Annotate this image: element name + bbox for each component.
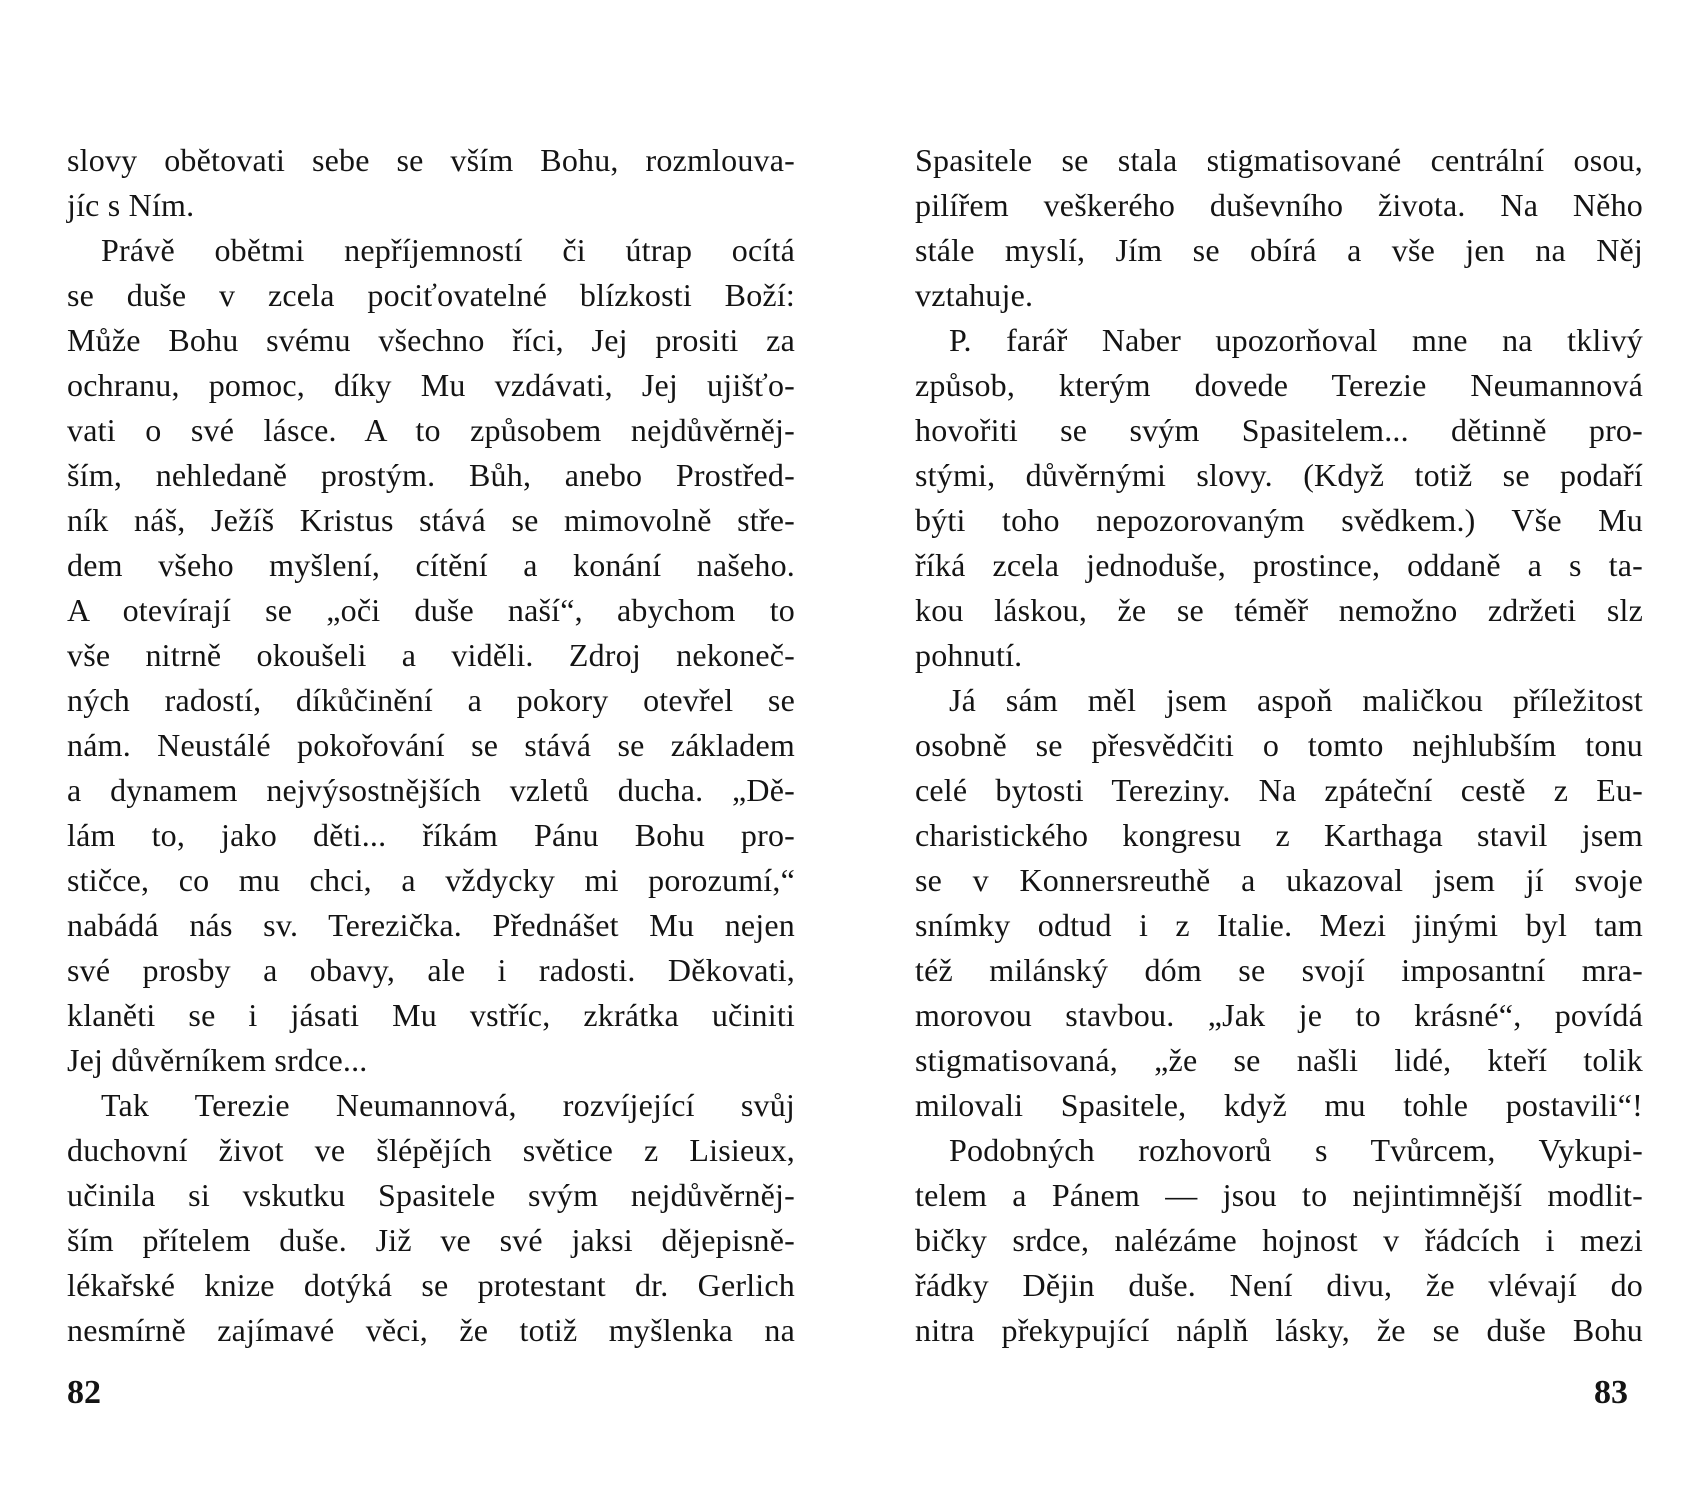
- text-line: snímky odtud i z Italie. Mezi jinými byl tam: [915, 907, 1643, 943]
- text-line: bičky srdce, nalézáme hojnost v řádcích i mezi: [915, 1222, 1643, 1258]
- text-line: říká zcela jednoduše, prostince, oddaně a s ta-: [915, 547, 1643, 583]
- text-line: se v Konnersreuthě a ukazoval jsem jí svoje: [915, 862, 1643, 898]
- text-line: duchovní život ve šlépějích světice z Lisieux,: [67, 1132, 795, 1168]
- text-line: své prosby a obavy, ale i radosti. Děkovati,: [67, 952, 795, 988]
- text-line: lékařské knize dotýká se protestant dr. Gerlich: [67, 1267, 795, 1303]
- text-line: nám. Neustálé pokořování se stává se základem: [67, 727, 795, 763]
- text-line: stále myslí, Jím se obírá a vše jen na Něj: [915, 232, 1643, 268]
- text-line: ných radostí, díkůčinění a pokory otevřel se: [67, 682, 795, 718]
- text-line: stigmatisovaná, „že se našli lidé, kteří tolik: [915, 1042, 1643, 1078]
- text-line: kou láskou, že se téměř nemožno zdržeti slz: [915, 592, 1643, 628]
- text-line: pilířem veškerého duševního života. Na Něho: [915, 187, 1643, 223]
- text-line: lám to, jako děti... říkám Pánu Bohu pro-: [67, 817, 795, 853]
- text-line: celé bytosti Tereziny. Na zpáteční cestě z Eu-: [915, 772, 1643, 808]
- text-line: ším přítelem duše. Již ve své jaksi dějepisně-: [67, 1222, 795, 1258]
- text-line: též milánský dóm se svojí imposantní mra-: [915, 952, 1643, 988]
- text-line: A otevírají se „oči duše naší“, abychom to: [67, 592, 795, 628]
- text-line: pohnutí.: [915, 637, 1023, 673]
- text-line: způsob, kterým dovede Terezie Neumannová: [915, 367, 1643, 403]
- text-line: jíc s Ním.: [67, 187, 195, 223]
- text-line: hovořiti se svým Spasitelem... dětinně pro-: [915, 412, 1643, 448]
- text-line: morovou stavbou. „Jak je to krásné“, povídá: [915, 997, 1643, 1033]
- text-line: milovali Spasitele, když mu tohle postavili“!: [915, 1087, 1643, 1123]
- right-page: [915, 138, 1643, 1353]
- text-line: Podobných rozhovorů s Tvůrcem, Vykupi-: [949, 1132, 1643, 1168]
- text-line: se duše v zcela pociťovatelné blízkosti Boží:: [67, 277, 795, 313]
- text-line: ším, nehledaně prostým. Bůh, anebo Prostřed-: [67, 457, 795, 493]
- text-line: vztahuje.: [915, 277, 1034, 313]
- text-line: dem všeho myšlení, cítění a konání našeho.: [67, 547, 795, 583]
- text-line: nesmírně zajímavé věci, že totiž myšlenka na: [67, 1312, 795, 1348]
- text-line: vše nitrně okoušeli a viděli. Zdroj nekoneč-: [67, 637, 795, 673]
- page-number-right: 83: [1594, 1374, 1628, 1411]
- text-line: Tak Terezie Neumannová, rozvíjející svůj: [101, 1087, 795, 1123]
- text-line: Spasitele se stala stigmatisované centrální osou,: [915, 142, 1643, 178]
- text-line: řádky Dějin duše. Není divu, že vlévají do: [915, 1267, 1643, 1303]
- text-line: osobně se přesvědčiti o tomto nejhlubším tonu: [915, 727, 1643, 763]
- text-line: nabádá nás sv. Terezička. Přednášet Mu nejen: [67, 907, 795, 943]
- text-line: vati o své lásce. A to způsobem nejdůvěrněj-: [67, 412, 795, 448]
- text-line: a dynamem nejvýsostnějších vzletů ducha. „Dě-: [67, 772, 795, 808]
- text-line: nitra překypující náplň lásky, že se duše Bohu: [915, 1312, 1643, 1348]
- text-line: stičce, co mu chci, a vždycky mi porozumí,“: [67, 862, 795, 898]
- text-line: býti toho nepozorovaným svědkem.) Vše Mu: [915, 502, 1643, 538]
- text-line: P. farář Naber upozorňoval mne na tklivý: [949, 322, 1643, 358]
- text-line: slovy obětovati sebe se vším Bohu, rozmlouva-: [67, 142, 795, 178]
- text-line: učinila si vskutku Spasitele svým nejdůvěrněj-: [67, 1177, 795, 1213]
- text-line: Právě obětmi nepříjemností či útrap ocítá: [101, 232, 795, 268]
- text-line: Jej důvěrníkem srdce...: [67, 1042, 368, 1078]
- text-line: stými, důvěrnými slovy. (Když totiž se podaří: [915, 457, 1643, 493]
- text-line: charistického kongresu z Karthaga stavil jsem: [915, 817, 1643, 853]
- text-line: ník náš, Ježíš Kristus stává se mimovolně stře-: [67, 502, 795, 538]
- text-line: Může Bohu svému všechno říci, Jej prositi za: [67, 322, 795, 358]
- text-line: Já sám měl jsem aspoň maličkou příležitost: [949, 682, 1643, 718]
- text-line: ochranu, pomoc, díky Mu vzdávati, Jej ujišťo-: [67, 367, 795, 403]
- page-number-left: 82: [67, 1374, 101, 1411]
- text-line: telem a Pánem — jsou to nejintimnější modlit-: [915, 1177, 1643, 1213]
- left-page: [67, 138, 795, 1353]
- text-line: klaněti se i jásati Mu vstříc, zkrátka učiniti: [67, 997, 795, 1033]
